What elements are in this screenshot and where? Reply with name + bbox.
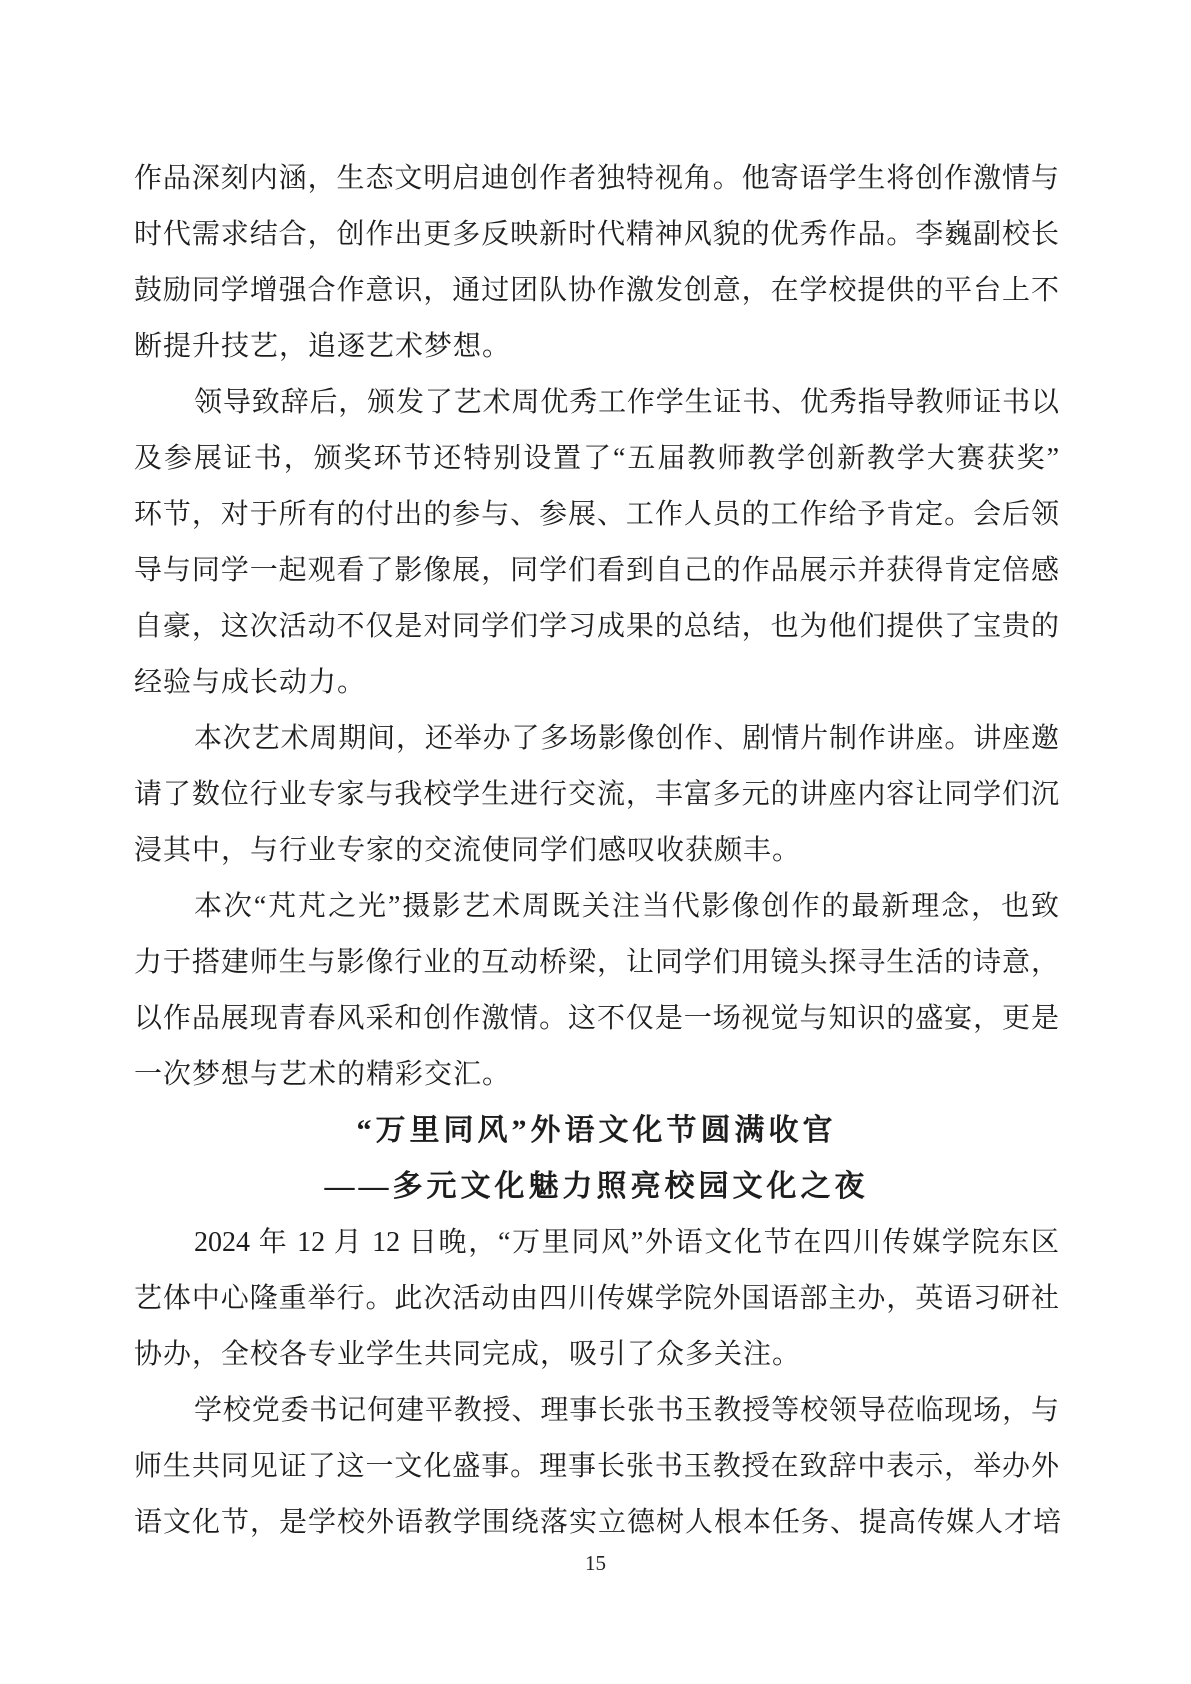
text-line: 语文化节，是学校外语教学围绕落实立德树人根本任务、提高传媒人才培 (134, 1507, 1063, 1538)
text-line: 请了数位行业专家与我校学生进行交流，丰富多元的讲座内容让同学们沉 (134, 779, 1059, 810)
text-line: 经验与成长动力。 (134, 667, 367, 698)
text-line: 协办，全校各专业学生共同完成，吸引了众多关注。 (134, 1339, 802, 1370)
text-line: 师生共同见证了这一文化盛事。理事长张书玉教授在致辞中表示，举办外 (134, 1451, 1059, 1482)
text-line: 自豪，这次活动不仅是对同学们学习成果的总结，也为他们提供了宝贵的 (134, 611, 1059, 642)
text-line: 断提升技艺，追逐艺术梦想。 (134, 331, 512, 362)
text-line: 以作品展现青春风采和创作激情。这不仅是一场视觉与知识的盛宴，更是 (134, 1003, 1059, 1034)
text-line: 一次梦想与艺术的精彩交汇。 (134, 1059, 512, 1090)
text-line: 作品深刻内涵，生态文明启迪创作者独特视角。他寄语学生将创作激情与 (134, 163, 1059, 194)
text-line: 环节，对于所有的付出的参与、参展、工作人员的工作给予肯定。会后领 (134, 499, 1059, 530)
text-line: 2024 年 12 月 12 日晚，“万里同风”外语文化节在四川传媒学院东区 (194, 1227, 1059, 1258)
text-line: 领导致辞后，颁发了艺术周优秀工作学生证书、优秀指导教师证书以 (194, 387, 1059, 418)
page-footer (0, 1548, 1191, 1578)
text-line: 时代需求结合，创作出更多反映新时代精神风貌的优秀作品。李巍副校长 (134, 219, 1059, 250)
text-line: 浸其中，与行业专家的交流使同学们感叹收获颇丰。 (134, 835, 802, 866)
text-line: 本次艺术周期间，还举办了多场影像创作、剧情片制作讲座。讲座邀 (194, 723, 1059, 754)
page-number: 15 (585, 1551, 606, 1575)
text-line: 鼓励同学增强合作意识，通过团队协作激发创意，在学校提供的平台上不 (134, 275, 1059, 306)
text-line: 本次“芃芃之光”摄影艺术周既关注当代影像创作的最新理念，也致 (194, 891, 1059, 922)
text-line: 及参展证书，颁奖环节还特别设置了“五届教师教学创新教学大赛获奖” (134, 443, 1059, 474)
document-content (134, 151, 1063, 1551)
text-line: 导与同学一起观看了影像展，同学们看到自己的作品展示并获得肯定倍感 (134, 555, 1059, 586)
section-heading: ——多元文化魅力照亮校园文化之夜 (324, 1170, 869, 1203)
text-line: 力于搭建师生与影像行业的互动桥梁，让同学们用镜头探寻生活的诗意， (134, 947, 1059, 978)
section-heading: “万里同风”外语文化节圆满收官 (356, 1114, 837, 1147)
text-line: 学校党委书记何建平教授、理事长张书玉教授等校领导莅临现场，与 (194, 1395, 1059, 1426)
text-line: 艺体中心隆重举行。此次活动由四川传媒学院外国语部主办，英语习研社 (134, 1283, 1059, 1314)
